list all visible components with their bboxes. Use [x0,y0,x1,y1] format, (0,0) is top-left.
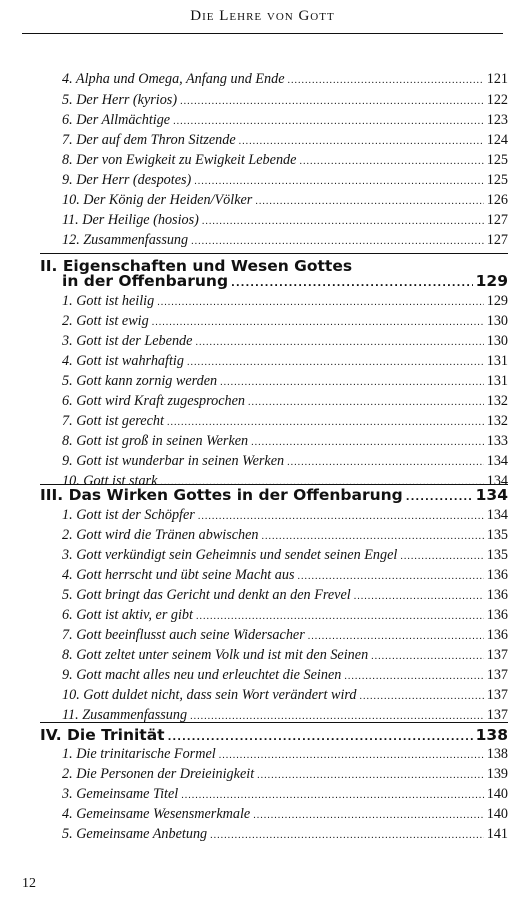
toc-entry-label: 8. Gott zeltet unter seinem Volk und ist mit den Seinen [62,647,369,663]
toc-entry[interactable] [62,293,508,313]
toc-entry[interactable] [62,373,508,393]
toc-entry-label: 10. Gott duldet nicht, dass sein Wort verändert wird [62,687,357,703]
leader-dots [299,156,483,167]
toc-entry-page: 140 [486,786,508,802]
toc-entry[interactable] [62,393,508,413]
toc-entry[interactable] [62,647,508,667]
toc-entry[interactable] [62,826,508,846]
toc-entry-label: 4. Alpha und Omega, Anfang und Ende [62,71,285,87]
toc-entry[interactable] [62,746,508,766]
toc-entry-page: 132 [486,393,508,409]
toc-entry[interactable] [62,152,508,172]
toc-entry-page: 130 [486,333,508,349]
header-rule [22,33,503,34]
leader-dots [180,96,484,107]
running-head-title: Die Lehre von Gott [190,8,335,24]
toc-entry-page: 127 [486,212,508,228]
toc-entry[interactable] [62,112,508,132]
page-number: 12 [22,876,36,891]
toc-entry-page: 126 [486,192,508,208]
toc-entry[interactable] [62,667,508,687]
toc-entry-label: 8. Gott ist groß in seinen Werken [62,433,249,449]
toc-entry-label: 8. Der von Ewigkeit zu Ewigkeit Lebende [62,152,297,168]
toc-entry-page: 137 [486,667,508,683]
toc-entry-label: 9. Der Herr (despotes) [62,172,192,188]
toc-entry-page: 136 [486,587,508,603]
toc-entry-label: 5. Gott bringt das Gericht und denkt an den Frevel [62,587,351,603]
toc-entry-label: 6. Gott ist aktiv, er gibt [62,607,193,623]
toc-entry[interactable] [62,453,508,473]
toc-entry-label: 4. Gemeinsame Wesensmerkmale [62,806,251,822]
toc-entry-page: 125 [486,152,508,168]
toc-entry-label: 11. Der Heilige (hosios) [62,212,199,228]
toc-entry-label: 5. Der Herr (kyrios) [62,92,178,108]
toc-entry-label: 7. Gott ist gerecht [62,413,164,429]
toc-entry-page: 136 [486,567,508,583]
toc-entry-page: 130 [486,313,508,329]
toc-entry-label: 5. Gemeinsame Anbetung [62,826,208,842]
leader-dots [220,377,484,388]
toc-entry[interactable] [62,607,508,627]
toc-entry-page: 131 [486,373,508,389]
toc-entry-label: 12. Zusammenfassung [62,232,189,248]
toc-entry-page: 133 [486,433,508,449]
toc-entry-label: 1. Gott ist heilig [62,293,155,309]
toc-entry-label: 4. Gott herrscht und übt seine Macht aus [62,567,295,583]
toc-entry-label: 2. Gott wird die Tränen abwischen [62,527,259,543]
toc-entry[interactable] [62,313,508,333]
toc-entry-label: 9. Gott ist wunderbar in seinen Werken [62,453,285,469]
toc-entry-page: 135 [486,547,508,563]
toc-entry-label: 1. Gott ist der Schöpfer [62,507,195,523]
toc-entry-label: 7. Der auf dem Thron Sitzende [62,132,236,148]
toc-entry[interactable] [62,547,508,567]
toc-entry-label: 2. Gott ist ewig [62,313,149,329]
toc-entry-page: 138 [486,746,508,762]
toc-entry-label: 6. Der Allmächtige [62,112,171,128]
leader-dots [257,770,484,781]
toc-entry-page: 140 [486,806,508,822]
toc-entry-page: 134 [486,507,508,523]
leader-dots [248,397,484,408]
leader-dots [210,830,484,841]
leader-dots [173,116,484,127]
leader-dots [195,337,483,348]
leader-dots [198,511,484,522]
toc-entry-page: 127 [486,232,508,248]
leader-dots [255,196,483,207]
toc-entry[interactable] [62,71,508,91]
section-heading-line[interactable] [62,272,508,290]
toc-entry-label: 3. Gott ist der Lebende [62,333,193,349]
leader-dots [187,357,484,368]
toc-entry-page: 137 [486,707,508,723]
toc-entry[interactable] [62,806,508,826]
toc-entry-page: 141 [486,826,508,842]
leader-dots [191,236,484,247]
toc-entry-label: 7. Gott beeinflusst auch seine Widersacher [62,627,305,643]
toc-entry-label: 3. Gemeinsame Titel [62,786,179,802]
leader-dots [287,457,484,468]
leader-dots [202,216,484,227]
toc-entry-label: 3. Gott verkündigt sein Geheimnis und sendet seinen Engel [62,547,398,563]
leader-dots [253,810,484,821]
toc-entry-label: 10. Der König der Heiden/Völker [62,192,253,208]
toc-entry-page: 124 [486,132,508,148]
leader-dots [219,750,484,761]
toc-entry-label: 11. Zusammenfassung [62,707,188,723]
leader-dots [152,317,484,328]
leader-dots [181,790,483,801]
toc-entry[interactable] [62,766,508,786]
section-heading-label: III. Das Wirken Gottes in der Offenbarung [40,486,403,504]
section-divider [40,722,508,723]
toc-entry[interactable] [62,786,508,806]
toc-entry[interactable] [62,212,508,232]
leader-dots [354,591,484,602]
toc-entry[interactable] [62,92,508,112]
toc-entry-page: 125 [486,172,508,188]
section-heading-label: in der Offenbarung [62,272,229,290]
section-heading-label: IV. Die Trinität [40,726,165,744]
leader-dots [157,297,484,308]
toc-entry-page: 139 [486,766,508,782]
leader-dots [251,437,484,448]
leader-dots [288,75,484,86]
section-heading-page: 134 [475,486,508,504]
leader-dots [308,631,484,642]
leader-dots [360,691,484,702]
leader-dots [239,136,484,147]
leader-dots [194,176,483,187]
toc-entry-page: 134 [486,453,508,469]
toc-entry-page: 134 [486,473,508,489]
toc-entry[interactable] [62,627,508,647]
leader-dots [231,278,473,289]
toc-entry-label: 6. Gott wird Kraft zugesprochen [62,393,245,409]
toc-entry-page: 131 [486,353,508,369]
toc-entry[interactable] [62,433,508,453]
toc-entry-label: 9. Gott macht alles neu und erleuchtet die Seinen [62,667,342,683]
toc-entry-page: 121 [486,71,508,87]
toc-entry-page: 123 [486,112,508,128]
toc-entry[interactable] [62,132,508,152]
toc-entry[interactable] [62,232,508,252]
toc-entry-page: 137 [486,687,508,703]
toc-entry[interactable] [62,333,508,353]
section-heading-page: 129 [475,272,508,290]
toc-entry[interactable] [62,172,508,192]
section-divider [40,253,508,254]
leader-dots [344,671,483,682]
toc-entry-page: 136 [486,607,508,623]
toc-entry[interactable] [62,587,508,607]
leader-dots [371,651,484,662]
leader-dots [406,492,473,503]
toc-entry-label: 1. Die trinitarische Formel [62,746,216,762]
toc-entry[interactable] [62,687,508,707]
section-heading[interactable] [40,486,508,504]
toc-entry-page: 122 [486,92,508,108]
toc-entry-label: 10. Gott ist stark [62,473,158,489]
toc-entry-label: 2. Die Personen der Dreieinigkeit [62,766,255,782]
leader-dots [190,711,484,722]
section-heading-page: 138 [475,726,508,744]
toc-entry[interactable] [62,527,508,547]
toc-entry-label: 4. Gott ist wahrhaftig [62,353,184,369]
section-heading[interactable]: II. Eigenschaften und Wesen Gottes [40,257,353,275]
section-heading[interactable] [40,726,508,744]
toc-entry-label: 5. Gott kann zornig werden [62,373,218,389]
toc-entry[interactable] [62,567,508,587]
leader-dots [298,571,484,582]
leader-dots [400,551,483,562]
toc-entry[interactable] [62,707,508,727]
section-divider [40,484,508,485]
toc-entry[interactable] [62,353,508,373]
leader-dots [196,611,484,622]
toc-entry[interactable] [62,192,508,212]
toc-entry-page: 137 [486,647,508,663]
toc-entry[interactable] [62,413,508,433]
leader-dots [168,732,473,743]
toc-entry-page: 132 [486,413,508,429]
leader-dots [262,531,484,542]
toc-entry-page: 129 [486,293,508,309]
toc-entry-page: 136 [486,627,508,643]
toc-entry-page: 135 [486,527,508,543]
toc-entry[interactable] [62,507,508,527]
leader-dots [167,417,484,428]
